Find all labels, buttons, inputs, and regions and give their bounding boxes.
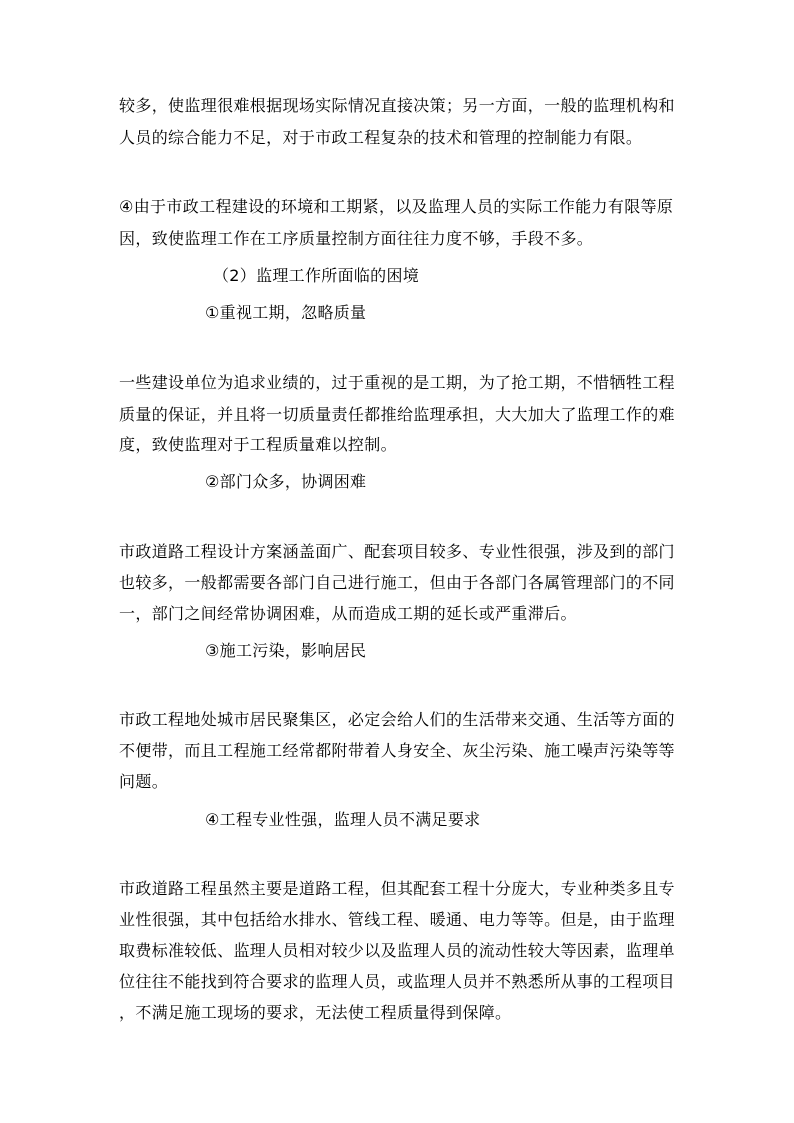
paragraph-line: 一些建设单位为追求业绩的，过于重视的是工期，为了抢工期，不惜牺牲工程 xyxy=(119,373,675,392)
paragraph-line: 取费标准较低、监理人员相对较少以及监理人员的流动性较大等因素，监理单 xyxy=(119,941,675,960)
section-heading: （2）监理工作所面临的困境 xyxy=(213,266,420,285)
paragraph-line: 市政道路工程虽然主要是道路工程，但其配套工程十分庞大，专业种类多且专 xyxy=(119,879,675,898)
paragraph-line: 不便带，而且工程施工经常都附带着人身安全、灰尘污染、施工噪声污染等等 xyxy=(119,741,675,760)
subsection-heading: ②部门众多，协调困难 xyxy=(205,472,367,491)
paragraph-line: 度，致使监理对于工程质量难以控制。 xyxy=(119,435,397,454)
paragraph-line: 市政工程地处城市居民聚集区，必定会给人们的生活带来交通、生活等方面的 xyxy=(119,710,675,729)
paragraph-line: 也较多，一般都需要各部门自己进行施工，但由于各部门各属管理部门的不同 xyxy=(119,573,675,592)
paragraph-line: ，不满足施工现场的要求，无法使工程质量得到保障。 xyxy=(119,1003,512,1022)
paragraph-line: 市政道路工程设计方案涵盖面广、配套项目较多、专业性很强，涉及到的部门 xyxy=(119,542,675,561)
paragraph-line: 因，致使监理工作在工序质量控制方面往往力度不够，手段不多。 xyxy=(119,229,594,248)
paragraph-line: 位往往不能找到符合要求的监理人员，或监理人员并不熟悉所从事的工程项目 xyxy=(119,972,675,991)
paragraph-line: 业性很强，其中包括给水排水、管线工程、暖通、电力等等。但是，由于监理 xyxy=(119,910,675,929)
paragraph-line: 质量的保证，并且将一切质量责任都推给监理承担，大大加大了监理工作的难 xyxy=(119,405,675,424)
subsection-heading: ④工程专业性强，监理人员不满足要求 xyxy=(205,810,481,829)
paragraph-line: ④由于市政工程建设的环境和工期紧，以及监理人员的实际工作能力有限等原 xyxy=(119,197,674,216)
paragraph-line: 问题。 xyxy=(119,772,169,791)
paragraph-line: 人员的综合能力不足，对于市政工程复杂的技术和管理的控制能力有限。 xyxy=(119,128,643,147)
subsection-heading: ①重视工期，忽略质量 xyxy=(205,303,367,322)
paragraph-line: 一，部门之间经常协调困难，从而造成工期的延长或严重滞后。 xyxy=(119,604,577,623)
paragraph-line: 较多，使监理很难根据现场实际情况直接决策；另一方面，一般的监理机构和 xyxy=(119,96,675,115)
subsection-heading: ③施工污染，影响居民 xyxy=(205,641,367,660)
